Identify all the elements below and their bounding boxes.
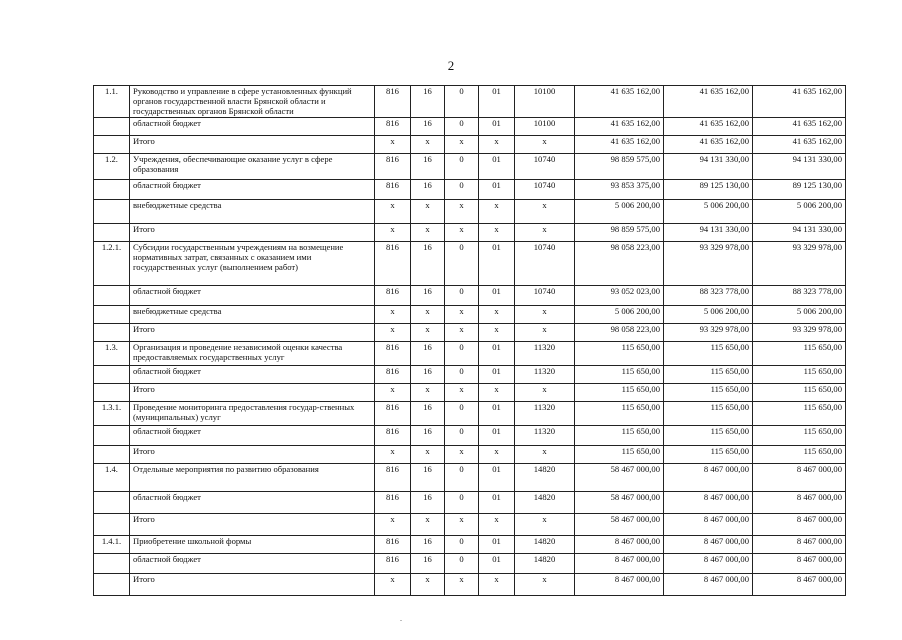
amount-cell: 98 859 575,00 [575,224,664,242]
row-name: областной бюджет [130,426,375,446]
row-name: Итого [130,446,375,464]
code-cell: 816 [375,180,411,200]
amount-cell: 41 635 162,00 [753,86,846,118]
table-row [94,180,846,200]
amount-cell: 8 467 000,00 [575,574,664,596]
amount-cell: 93 853 375,00 [575,180,664,200]
code-cell: 01 [479,86,515,118]
row-number [94,492,130,514]
table-row [94,224,846,242]
row-name: Итого [130,574,375,596]
code-cell: 816 [375,366,411,384]
code-cell: 816 [375,242,411,286]
code-cell: x [445,514,479,536]
code-cell: 16 [411,86,445,118]
row-number: 1.3. [94,342,130,366]
amount-cell: 41 635 162,00 [575,86,664,118]
row-number: 1.3.1. [94,402,130,426]
code-cell: x [445,574,479,596]
table-row [94,536,846,554]
code-cell: 10740 [515,286,575,306]
code-cell: x [375,446,411,464]
row-name: Субсидии государственным учреждениям на возмещение нормативных затрат, связанных с оказанием ими государственных услуг (выполнением работ) [130,242,375,286]
row-name: Организация и проведение независимой оценки качества предоставляемых государственных услуг [130,342,375,366]
code-cell: x [375,136,411,154]
code-cell: x [479,200,515,224]
code-cell: 01 [479,554,515,574]
code-cell: 01 [479,536,515,554]
code-cell: 16 [411,154,445,180]
amount-cell: 115 650,00 [753,426,846,446]
amount-cell: 98 859 575,00 [575,154,664,180]
code-cell: x [445,324,479,342]
code-cell: 0 [445,426,479,446]
code-cell: 16 [411,118,445,136]
amount-cell: 8 467 000,00 [753,554,846,574]
amount-cell: 115 650,00 [664,402,753,426]
code-cell: 01 [479,180,515,200]
code-cell: 0 [445,180,479,200]
code-cell: x [515,574,575,596]
code-cell: 0 [445,286,479,306]
code-cell: 16 [411,426,445,446]
row-number: 1.2.1. [94,242,130,286]
code-cell: 11320 [515,402,575,426]
code-cell: 816 [375,154,411,180]
row-name: Приобретение школьной формы [130,536,375,554]
code-cell: 0 [445,554,479,574]
row-number [94,224,130,242]
amount-cell: 8 467 000,00 [664,536,753,554]
row-number [94,324,130,342]
amount-cell: 93 052 023,00 [575,286,664,306]
amount-cell: 41 635 162,00 [664,86,753,118]
code-cell: 16 [411,554,445,574]
row-number [94,180,130,200]
amount-cell: 5 006 200,00 [664,306,753,324]
amount-cell: 8 467 000,00 [753,514,846,536]
amount-cell: 41 635 162,00 [664,136,753,154]
amount-cell: 88 323 778,00 [664,286,753,306]
code-cell: x [515,446,575,464]
code-cell: 0 [445,492,479,514]
code-cell: 816 [375,426,411,446]
amount-cell: 115 650,00 [664,426,753,446]
code-cell: 816 [375,342,411,366]
code-cell: 01 [479,464,515,492]
code-cell: x [515,324,575,342]
amount-cell: 93 329 978,00 [753,242,846,286]
row-number [94,366,130,384]
row-number [94,286,130,306]
amount-cell: 93 329 978,00 [664,324,753,342]
code-cell: 0 [445,402,479,426]
code-cell: 816 [375,118,411,136]
row-name: Итого [130,136,375,154]
code-cell: x [445,136,479,154]
code-cell: x [515,306,575,324]
code-cell: 16 [411,286,445,306]
amount-cell: 94 131 330,00 [753,154,846,180]
code-cell: x [375,384,411,402]
amount-cell: 58 467 000,00 [575,464,664,492]
amount-cell: 94 131 330,00 [664,224,753,242]
amount-cell: 89 125 130,00 [664,180,753,200]
code-cell: 14820 [515,536,575,554]
amount-cell: 8 467 000,00 [664,492,753,514]
table-row [94,514,846,536]
code-cell: 0 [445,536,479,554]
code-cell: x [479,514,515,536]
amount-cell: 93 329 978,00 [664,242,753,286]
row-number: 1.4. [94,464,130,492]
code-cell: 816 [375,492,411,514]
code-cell: 11320 [515,426,575,446]
code-cell: 0 [445,366,479,384]
amount-cell: 41 635 162,00 [575,118,664,136]
code-cell: x [479,446,515,464]
code-cell: 0 [445,342,479,366]
code-cell: x [411,384,445,402]
code-cell: 0 [445,464,479,492]
row-number [94,136,130,154]
amount-cell: 41 635 162,00 [753,118,846,136]
code-cell: x [479,136,515,154]
code-cell: 816 [375,286,411,306]
row-name: областной бюджет [130,180,375,200]
table-row [94,324,846,342]
code-cell: x [375,224,411,242]
code-cell: 0 [445,154,479,180]
code-cell: 01 [479,242,515,286]
code-cell: 01 [479,426,515,446]
code-cell: x [479,224,515,242]
amount-cell: 8 467 000,00 [664,514,753,536]
amount-cell: 115 650,00 [664,366,753,384]
amount-cell: 8 467 000,00 [753,536,846,554]
amount-cell: 115 650,00 [575,366,664,384]
code-cell: x [375,324,411,342]
code-cell: 16 [411,464,445,492]
code-cell: 0 [445,86,479,118]
code-cell: x [375,306,411,324]
code-cell: x [479,384,515,402]
table-row [94,492,846,514]
row-name: областной бюджет [130,286,375,306]
code-cell: 16 [411,242,445,286]
row-name: областной бюджет [130,492,375,514]
code-cell: 01 [479,366,515,384]
amount-cell: 5 006 200,00 [753,306,846,324]
code-cell: 01 [479,492,515,514]
code-cell: 816 [375,536,411,554]
code-cell: 11320 [515,342,575,366]
amount-cell: 115 650,00 [575,384,664,402]
code-cell: x [375,514,411,536]
budget-table-body [94,86,846,596]
code-cell: 816 [375,554,411,574]
row-name: областной бюджет [130,118,375,136]
code-cell: 16 [411,342,445,366]
row-number: 1.1. [94,86,130,118]
table-row [94,342,846,366]
table-row [94,154,846,180]
code-cell: 16 [411,180,445,200]
row-number [94,118,130,136]
table-row [94,426,846,446]
row-name: Учреждения, обеспечивающие оказание услуг в сфере образования [130,154,375,180]
code-cell: 0 [445,242,479,286]
row-number [94,306,130,324]
code-cell: x [375,574,411,596]
table-row [94,574,846,596]
row-number [94,514,130,536]
amount-cell: 115 650,00 [575,402,664,426]
amount-cell: 115 650,00 [575,426,664,446]
code-cell: 01 [479,342,515,366]
code-cell: x [515,136,575,154]
code-cell: 10100 [515,86,575,118]
amount-cell: 41 635 162,00 [664,118,753,136]
amount-cell: 8 467 000,00 [753,464,846,492]
code-cell: 16 [411,536,445,554]
amount-cell: 115 650,00 [664,446,753,464]
code-cell: x [445,224,479,242]
table-row [94,306,846,324]
row-number [94,200,130,224]
code-cell: x [411,324,445,342]
scan-mark: . [400,614,402,623]
code-cell: 816 [375,464,411,492]
table-row [94,446,846,464]
row-name: Итого [130,514,375,536]
amount-cell: 98 058 223,00 [575,242,664,286]
amount-cell: 58 467 000,00 [575,492,664,514]
amount-cell: 115 650,00 [753,342,846,366]
amount-cell: 5 006 200,00 [664,200,753,224]
code-cell: x [411,514,445,536]
row-name: областной бюджет [130,366,375,384]
amount-cell: 8 467 000,00 [664,554,753,574]
code-cell: x [479,306,515,324]
amount-cell: 115 650,00 [575,446,664,464]
table-row [94,86,846,118]
code-cell: x [411,136,445,154]
code-cell: x [411,574,445,596]
table-row [94,200,846,224]
code-cell: 16 [411,492,445,514]
row-name: Проведение мониторинга предоставления государ-ственных (муниципальных) услуг [130,402,375,426]
amount-cell: 93 329 978,00 [753,324,846,342]
code-cell: x [375,200,411,224]
code-cell: 11320 [515,366,575,384]
code-cell: x [479,574,515,596]
table-row [94,554,846,574]
row-number [94,574,130,596]
amount-cell: 41 635 162,00 [575,136,664,154]
code-cell: 816 [375,86,411,118]
code-cell: 10100 [515,118,575,136]
row-name: Отдельные мероприятия по развитию образования [130,464,375,492]
row-number [94,446,130,464]
row-name: внебюджетные средства [130,306,375,324]
table-row [94,366,846,384]
amount-cell: 5 006 200,00 [575,200,664,224]
table-row [94,464,846,492]
code-cell: 01 [479,154,515,180]
amount-cell: 41 635 162,00 [753,136,846,154]
amount-cell: 115 650,00 [664,342,753,366]
code-cell: 14820 [515,492,575,514]
code-cell: 14820 [515,554,575,574]
amount-cell: 8 467 000,00 [664,464,753,492]
amount-cell: 115 650,00 [753,402,846,426]
row-number [94,426,130,446]
amount-cell: 8 467 000,00 [575,536,664,554]
row-number: 1.2. [94,154,130,180]
amount-cell: 58 467 000,00 [575,514,664,536]
code-cell: x [479,324,515,342]
row-name: Итого [130,224,375,242]
code-cell: x [445,384,479,402]
code-cell: 14820 [515,464,575,492]
table-row [94,384,846,402]
code-cell: x [515,200,575,224]
code-cell: x [411,224,445,242]
code-cell: x [411,200,445,224]
row-name: Итого [130,384,375,402]
row-number [94,554,130,574]
code-cell: x [515,514,575,536]
row-name: областной бюджет [130,554,375,574]
amount-cell: 115 650,00 [664,384,753,402]
amount-cell: 88 323 778,00 [753,286,846,306]
row-name: Руководство и управление в сфере установленных функций органов государственной власти Брянской области и государственных органов Брянской области [130,86,375,118]
amount-cell: 98 058 223,00 [575,324,664,342]
amount-cell: 115 650,00 [753,384,846,402]
table-row [94,136,846,154]
table-row [94,286,846,306]
amount-cell: 94 131 330,00 [664,154,753,180]
amount-cell: 8 467 000,00 [664,574,753,596]
code-cell: 01 [479,118,515,136]
row-name: Итого [130,324,375,342]
amount-cell: 115 650,00 [575,342,664,366]
table-row [94,242,846,286]
code-cell: 01 [479,402,515,426]
table-row [94,402,846,426]
code-cell: 0 [445,118,479,136]
code-cell: 10740 [515,180,575,200]
amount-cell: 94 131 330,00 [753,224,846,242]
code-cell: x [445,446,479,464]
code-cell: 816 [375,402,411,426]
page-number: 2 [447,58,455,73]
amount-cell: 8 467 000,00 [753,492,846,514]
code-cell: x [515,224,575,242]
code-cell: 16 [411,366,445,384]
amount-cell: 115 650,00 [753,366,846,384]
code-cell: 10740 [515,242,575,286]
amount-cell: 115 650,00 [753,446,846,464]
amount-cell: 8 467 000,00 [753,574,846,596]
code-cell: 10740 [515,154,575,180]
row-name: внебюджетные средства [130,200,375,224]
code-cell: x [515,384,575,402]
code-cell: x [445,306,479,324]
amount-cell: 5 006 200,00 [753,200,846,224]
code-cell: x [411,306,445,324]
code-cell: x [411,446,445,464]
amount-cell: 5 006 200,00 [575,306,664,324]
table-row [94,118,846,136]
code-cell: 01 [479,286,515,306]
amount-cell: 8 467 000,00 [575,554,664,574]
amount-cell: 89 125 130,00 [753,180,846,200]
budget-table [93,85,846,596]
code-cell: 16 [411,402,445,426]
code-cell: x [445,200,479,224]
row-number [94,384,130,402]
row-number: 1.4.1. [94,536,130,554]
